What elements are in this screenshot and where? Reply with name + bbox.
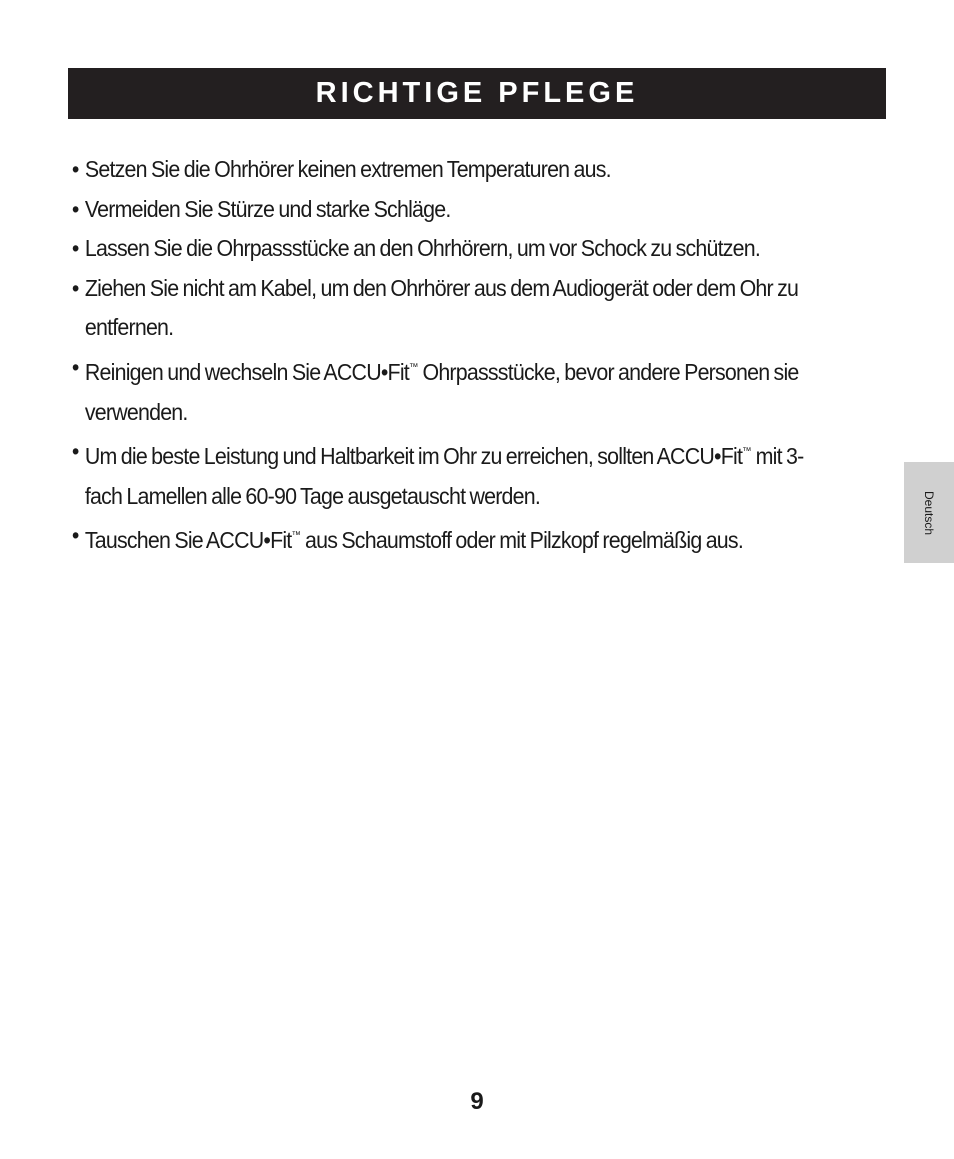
list-item-text-before: Reinigen und wechseln Sie ACCU•Fit — [84, 358, 409, 385]
bullet-icon: • — [71, 235, 79, 262]
list-item — [70, 229, 833, 269]
list-item-text-before: Tauschen Sie ACCU•Fit — [84, 527, 292, 554]
bullet-icon: • — [71, 353, 79, 380]
list-item-text-after: Ohrpassstücke, bevor andere Personen sie verwenden. — [84, 358, 799, 425]
bullet-icon: • — [71, 274, 79, 301]
list-item — [70, 190, 833, 230]
list-item — [70, 516, 833, 561]
list-item-text: Ziehen Sie nicht am Kabel, um den Ohrhörer aus dem Audiogerät oder dem Ohr zu entfernen. — [84, 274, 799, 341]
list-item-text: Setzen Sie die Ohrhörer keinen extremen Temperaturen aus. — [84, 156, 611, 182]
section-header-bar — [68, 68, 886, 119]
trademark-symbol: ™ — [408, 361, 419, 373]
list-item-text-after: mit 3-fach Lamellen alle 60-90 Tage ausgetauscht werden. — [84, 443, 804, 509]
list-item — [70, 269, 833, 348]
list-item — [70, 150, 833, 190]
list-item-text-after: aus Schaumstoff oder mit Pilzkopf regelmäßig aus. — [300, 527, 743, 554]
language-side-tab — [904, 462, 954, 563]
list-item-text: Lassen Sie die Ohrpassstücke an den Ohrhörern, um vor Schock zu schützen. — [84, 235, 761, 262]
care-instructions-list — [70, 150, 890, 561]
list-item — [70, 432, 833, 516]
trademark-symbol: ™ — [291, 530, 301, 542]
list-item-text: Vermeiden Sie Stürze und starke Schläge. — [84, 195, 451, 222]
bullet-icon: • — [71, 156, 79, 182]
list-item — [70, 348, 833, 432]
language-label: Deutsch — [922, 490, 936, 535]
section-title: RICHTIGE PFLEGE — [315, 77, 639, 109]
page-number: 9 — [470, 1088, 484, 1115]
list-item-text-before: Um die beste Leistung und Haltbarkeit im Ohr zu erreichen, sollten ACCU•Fit — [84, 443, 743, 470]
bullet-icon: • — [71, 195, 79, 222]
trademark-symbol: ™ — [742, 446, 752, 458]
bullet-icon: • — [71, 438, 79, 465]
bullet-icon: • — [71, 522, 79, 549]
